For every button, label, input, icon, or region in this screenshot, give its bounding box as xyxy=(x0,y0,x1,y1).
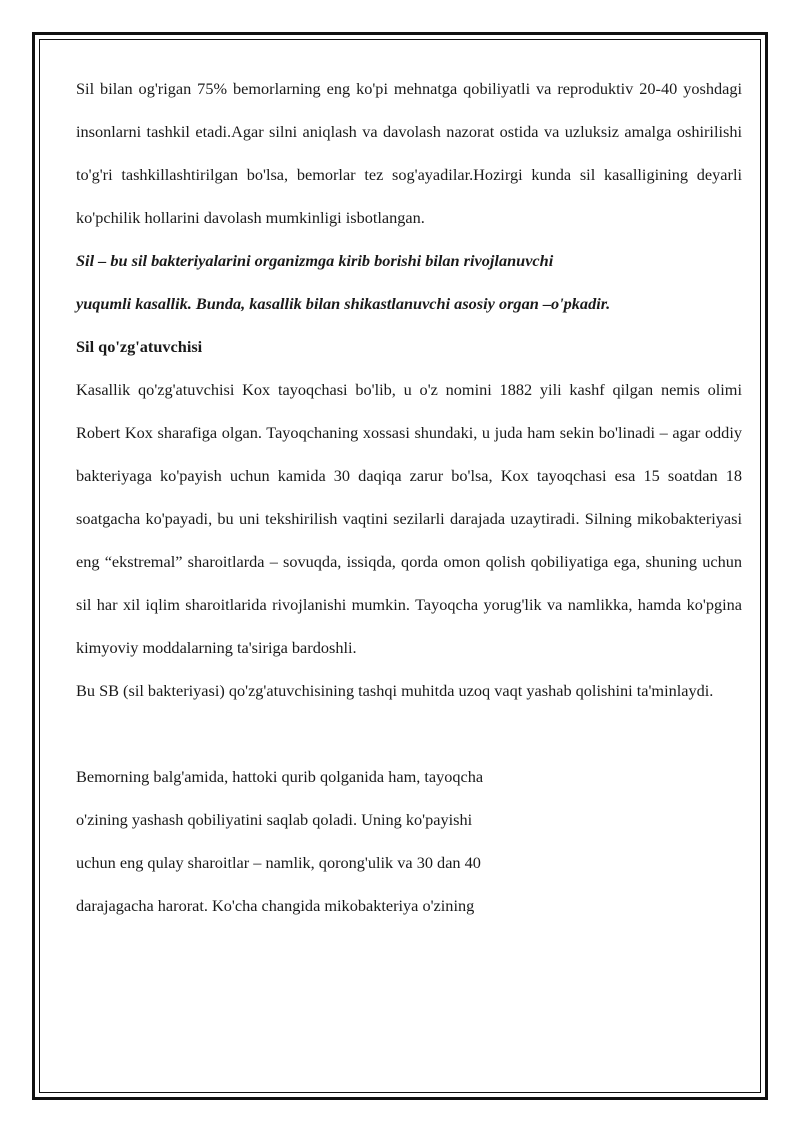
survival-paragraph: Bu SB (sil bakteriyasi) qo'zg'atuvchisining tashqi muhitda uzoq vaqt yashab qolishini ta'minlaydi. xyxy=(76,681,714,700)
section-heading: Sil qo'zg'atuvchisi xyxy=(76,337,203,356)
definition-line-2: yuqumli kasallik. Bunda, kasallik bilan shikastlanuvchi asosiy organ –o'pkadir. xyxy=(76,294,611,313)
document-body xyxy=(76,67,742,927)
sputum-line-1: Bemorning balg'amida, hattoki qurib qolganida ham, tayoqcha xyxy=(76,767,484,786)
sputum-line-3: uchun eng qulay sharoitlar – namlik, qorong'ulik va 30 dan 40 xyxy=(76,853,481,872)
blank-line xyxy=(76,712,742,755)
definition-line-1: Sil – bu sil bakteriyalarini organizmga kirib borishi bilan rivojlanuvchi xyxy=(76,251,554,270)
sputum-line-4: darajagacha harorat. Ko'cha changida mikobakteriya o'zining xyxy=(76,896,475,915)
sputum-line-2: o'zining yashash qobiliyatini saqlab qoladi. Uning ko'payishi xyxy=(76,810,473,829)
intro-paragraph: Sil bilan og'rigan 75% bemorlarning eng ko'pi mehnatga qobiliyatli va reproduktiv 20-40 yoshdagi insonlarni tashkil etadi.Agar silni aniqlash va davolash nazorat ostida va uzluksiz amalga oshirilishi to'g'ri tashkillashtirilgan bo'lsa, bemorlar tez sog'ayadilar.Hozirgi kunda sil kasalligining deyarli ko'pchilik hollarini davolash mumkinligi isbotlangan. xyxy=(76,79,742,227)
pathogen-paragraph: Kasallik qo'zg'atuvchisi Kox tayoqchasi bo'lib, u o'z nomini 1882 yili kashf qilgan nemis olimi Robert Kox sharafiga olgan. Tayoqchaning xossasi shundaki, u juda ham sekin bo'linadi – agar oddiy bakteriyaga ko'payish uchun kamida 30 daqiqa zarur bo'lsa, Kox tayoqchasi esa 15 soatdan 18 soatgacha ko'payadi, bu uni tekshirilish vaqtini sezilarli darajada uzaytiradi. Silning mikobakteriyasi eng “ekstremal” sharoitlarda – sovuqda, issiqda, qorda omon qolish qobiliyatiga ega, shuning uchun sil har xil iqlim sharoitlarida rivojlanishi mumkin. Tayoqcha yorug'lik va namlikka, hamda ko'pgina kimyoviy moddalarning ta'siriga bardoshli. xyxy=(76,380,742,657)
